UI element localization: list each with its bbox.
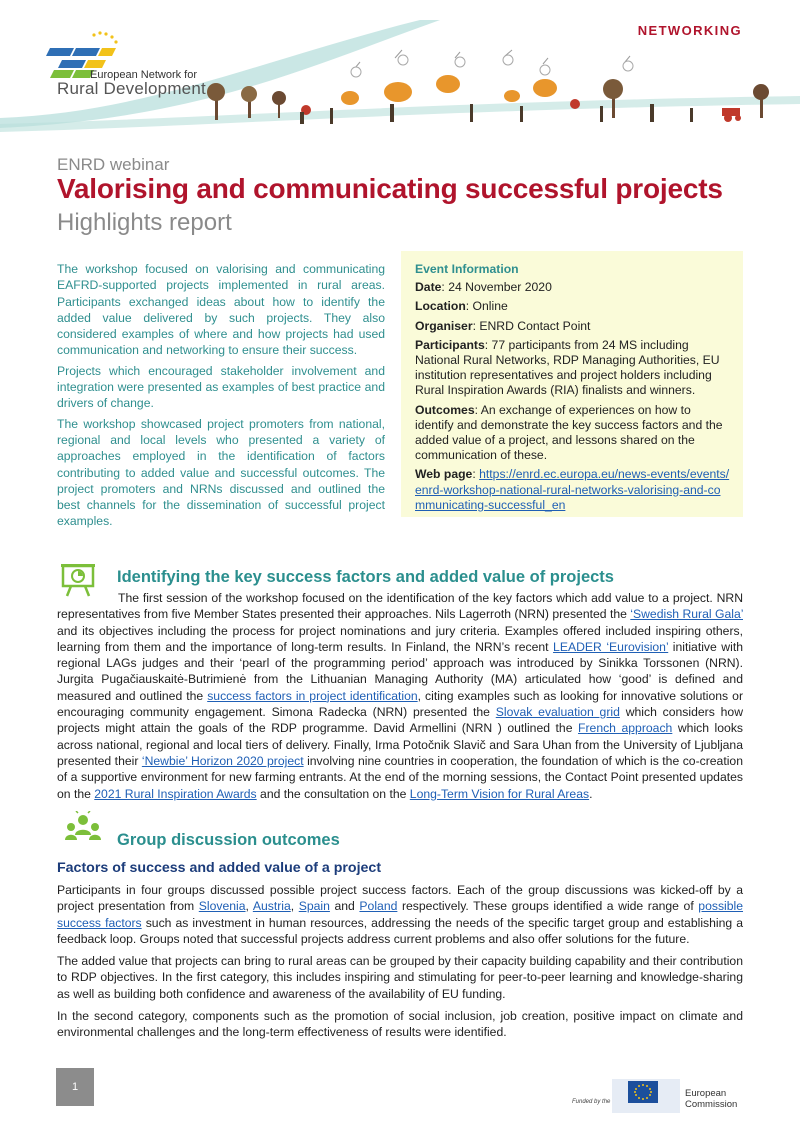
event-organiser-label: Organiser [415, 318, 473, 333]
swedish-rural-gala-link[interactable]: ‘Swedish Rural Gala’ [630, 607, 743, 622]
text-run: respectively. These groups identified a wide range of [397, 899, 699, 914]
event-heading: Event Information [415, 262, 519, 276]
event-participants-label: Participants [415, 337, 485, 352]
logo-line-1: European Network for [90, 69, 197, 81]
group-discussion-icon [64, 811, 102, 847]
section-success-factors-body [57, 590, 743, 808]
possible-success-factors-link[interactable]: possible success factors [57, 899, 744, 930]
event-information-box [401, 251, 743, 517]
ec-line-1: European [685, 1088, 727, 1099]
text-run: and the consultation on the [256, 786, 410, 801]
section-paragraph: In the second category, components such as the promotion of social inclusion, job creation, positive impact on climate and environmental challenges and the long-term effectiveness of results were identified. [57, 1009, 743, 1040]
event-date-value: : 24 November 2020 [441, 280, 552, 295]
page-header [0, 0, 800, 135]
intro-column [57, 261, 385, 534]
event-webpage-sep: : [472, 467, 480, 482]
event-webpage [415, 467, 730, 513]
doc-kicker: ENRD webinar [57, 155, 170, 174]
event-participants [415, 338, 730, 399]
event-outcomes-label: Outcomes [415, 402, 475, 417]
rural-inspiration-awards-link[interactable]: 2021 Rural Inspiration Awards [94, 786, 257, 801]
section-tag: NETWORKING [637, 23, 742, 38]
leader-eurovision-link[interactable]: LEADER ‘Eurovision’ [553, 639, 669, 654]
text-run: Participants in four groups discussed possible project success factors. Each of the group discussions was kicked-off by a project presentation from [57, 883, 743, 914]
text-run: , [245, 899, 253, 914]
text-run: which looks across national, regional and local tiers of delivery. Finally, Irma Potočnik Slavič and Sara Uhan from the University of Ljubljana presented their [57, 721, 744, 768]
spain-link[interactable]: Spain [298, 899, 330, 914]
event-webpage-label: Web page [415, 467, 473, 482]
doc-subtitle: Highlights report [57, 209, 232, 236]
event-webpage-link[interactable]: https://enrd.ec.europa.eu/news-events/events/enrd-workshop-national-rural-networks-valorising-and-communicating-successful_en [415, 467, 730, 512]
french-approach-link[interactable]: French approach [578, 721, 673, 736]
intro-paragraph: The workshop focused on valorising and communicating EAFRD-supported projects implemented in rural areas. Participants exchanged ideas about how to identify the added value delivered by such projects. They also considered examples of where and how projects had used communication and networking to ensure their success. [57, 262, 385, 358]
text-run: and [329, 899, 360, 914]
success-factors-link[interactable]: success factors in project identification [207, 688, 418, 703]
intro-paragraph: The workshop showcased project promoters from national, regional and local levels who presented a variety of approaches employed in the identification of factors contributing to added value and successful outcomes. The project promoters and NRNs discussed and outlined the best channels for the dissemination of successful project examples. [57, 416, 385, 529]
funded-by-label: Funded by the [572, 1099, 611, 1105]
event-date [415, 280, 730, 295]
doc-title: Valorising and communicating successful projects [57, 173, 723, 204]
subheading-factors-of-success: Factors of success and added value of a project [57, 860, 382, 876]
intro-paragraph: Projects which encouraged stakeholder involvement and integration were presented as examples of best practice and drivers of change. [57, 363, 385, 411]
text-run: involving nine countries in cooperation, the foundation of which is the co-creation of a supportive environment for new farming entrants. At the end of the morning sessions, the Contact Point presented updates on the [57, 753, 743, 801]
text-run: and its objectives including the process for project nominations and jury criteria. Examples offered included inspiring others, learning from them and the importance of long-term results. In Finland, the NRN’s recent [57, 623, 743, 654]
section-heading-group-discussion: Group discussion outcomes [117, 831, 340, 849]
logo-line-2: Rural Development [57, 79, 206, 98]
ec-line-2: Commission [685, 1099, 738, 1110]
austria-link[interactable]: Austria [252, 899, 291, 914]
text-run: , citing examples such as looking for innovative solutions or encouraging community engagement. Simona Radecka (NRN) presented the [57, 688, 743, 720]
section-paragraph: The added value that projects can bring to rural areas can be grouped by their capacity building capability and their contribution to RDP objectives. In the first category, this includes inspiring and stimulating for peer-to-peer learning and knowledge-sharing as well as building both confidence and awareness of the availability of EU funding. [57, 954, 743, 1001]
text-run: such as investment in human resources, addressing the needs of the specific target group and establishing a feedback loop. Groups noted that successful projects address current problems and also offer solutions for the future. [57, 915, 743, 946]
event-outcomes [415, 403, 730, 464]
slovenia-link[interactable]: Slovenia [198, 899, 246, 914]
text-run: The first session of the workshop focused on the identification of the key factors which add value to a project. NRN representatives from five Member States presented their approaches. Nils Lagerroth (NRN) presented the [57, 591, 743, 622]
event-participants-value: : 77 participants from 24 MS including National Rural Networks, RDP Managing Authorities, EU institution representatives and project holders including Rural Inspiration Awards (RIA) finalists and winners. [415, 337, 720, 398]
text-run: , [290, 899, 299, 914]
text-run: which considers how projects might attain the goals of the RDP programme. David Armellini (NRN ) outlined the [57, 705, 743, 736]
event-date-label: Date [415, 280, 442, 295]
section-paragraph [57, 882, 743, 947]
event-location-value: : Online [465, 299, 508, 314]
long-term-vision-link[interactable]: Long-Term Vision for Rural Areas [409, 786, 590, 801]
section-heading-success-factors: Identifying the key success factors and added value of projects [117, 568, 614, 586]
slovak-evaluation-grid-link[interactable]: Slovak evaluation grid [495, 705, 620, 720]
event-location-label: Location [415, 299, 466, 314]
poland-link[interactable]: Poland [359, 899, 398, 914]
event-organiser [415, 319, 730, 334]
event-organiser-value: : ENRD Contact Point [472, 318, 591, 333]
page-number: 1 [56, 1068, 94, 1106]
event-outcomes-value: : An exchange of experiences on how to identify and demonstrate the key success factors and the added value of a project, and lessons shared on the communication of these. [415, 402, 723, 463]
section-group-discussion-body [57, 882, 743, 1047]
text-run: initiative with regional LAGs judges and their ‘pearl of the programming period’ approach was introduced by Sinikka Torssonen (NRN). Jurgita Pugačiauskaitė-Butrimienė from the Lithuanian Managing Authority (MA) articulated how ‘good’ is defined and measured and outlined the [57, 639, 743, 703]
newbie-horizon-link[interactable]: ‘Newbie’ Horizon 2020 project [141, 753, 304, 768]
european-commission-text [685, 1088, 737, 1110]
section-paragraph [57, 590, 743, 802]
event-location [415, 299, 730, 314]
text-run: . [589, 786, 593, 801]
